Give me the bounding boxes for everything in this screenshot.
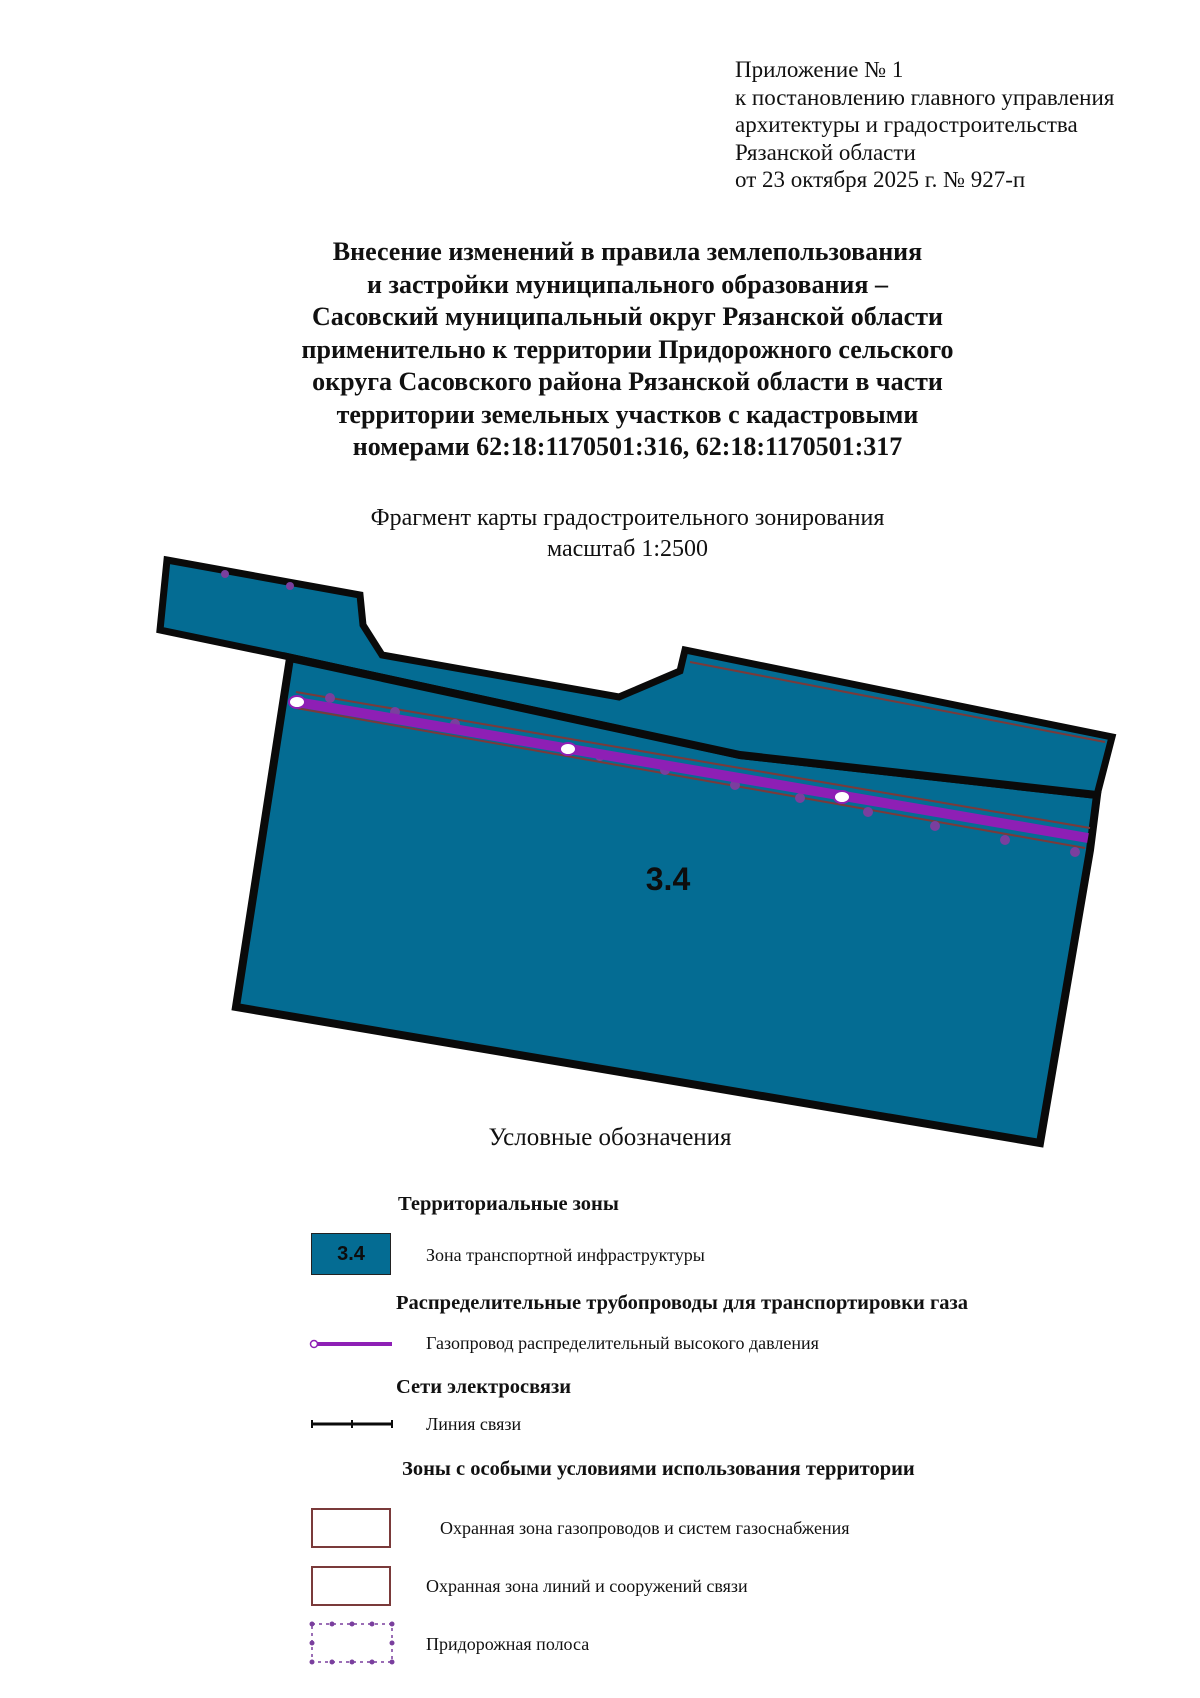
pipeline-marker [834,791,850,803]
legend-swatch-gas-pipeline [306,1334,396,1354]
appendix-line: Рязанской области [735,139,916,165]
title-line: применительно к территории Придорожного сельского [301,334,954,364]
legend-swatch-comm-protection [311,1566,391,1606]
legend-comm-protection-label: Охранная зона линий и сооружений связи [426,1576,748,1596]
appendix-line: Приложение № 1 [735,57,904,82]
legend-section-zones: Территориальные зоны [398,1193,619,1215]
map-scale: масштаб 1:2500 [546,536,709,562]
title-line: Внесение изменений в правила землепользования [332,237,923,266]
legend-section-special-zones: Зоны с особыми условиями использования территории [402,1458,915,1480]
legend-zone-code: 3.4 [337,1242,365,1265]
appendix-line: архитектуры и градостроительства [735,112,1078,137]
legend-swatch-zone [311,1233,391,1275]
legend-section-telecom: Сети электросвязи [396,1376,572,1398]
legend-roadside-label: Придорожная полоса [426,1634,590,1654]
roadside-dot [863,807,873,817]
roadside-dot [795,793,805,803]
map-caption: Фрагмент карты градостроительного зонирования [370,505,885,531]
roadside-dot [1000,835,1010,845]
title-line: территории земельных участков с кадастровыми [336,399,919,429]
roadside-dot [221,570,229,578]
title-line: номерами 62:18:1170501:316, 62:18:1170501:317 [352,432,903,461]
legend-swatch-roadside [306,1618,398,1668]
title-line: округа Сасовского района Рязанской области в части [312,367,943,396]
legend-swatch-comm-line [306,1414,396,1434]
pipeline-marker [289,696,305,708]
legend-zone-label: Зона транспортной инфраструктуры [426,1245,705,1265]
roadside-dot [930,821,940,831]
legend-comm-line-label: Линия связи [426,1414,522,1434]
pipeline-marker [560,743,576,755]
legend-section-gas: Распределительные трубопроводы для транспортировки газа [396,1292,968,1314]
legend-title: Условные обозначения [488,1124,732,1151]
map-zone-label: 3.4 [645,861,691,897]
legend-swatch-gas-protection [311,1508,391,1548]
title-line: и застройки муниципального образования – [367,269,888,299]
roadside-dot [325,693,335,703]
legend-gas-protection-label: Охранная зона газопроводов и систем газоснабжения [440,1518,850,1538]
legend-gas-pipeline-label: Газопровод распределительный высокого давления [426,1333,819,1353]
appendix-line: от 23 октября 2025 г. № 927-п [735,167,1026,192]
title-line: Сасовский муниципальный округ Рязанской области [312,302,943,331]
appendix-line: к постановлению главного управления [735,84,1115,110]
roadside-dot [286,582,294,590]
roadside-dot [1070,847,1080,857]
